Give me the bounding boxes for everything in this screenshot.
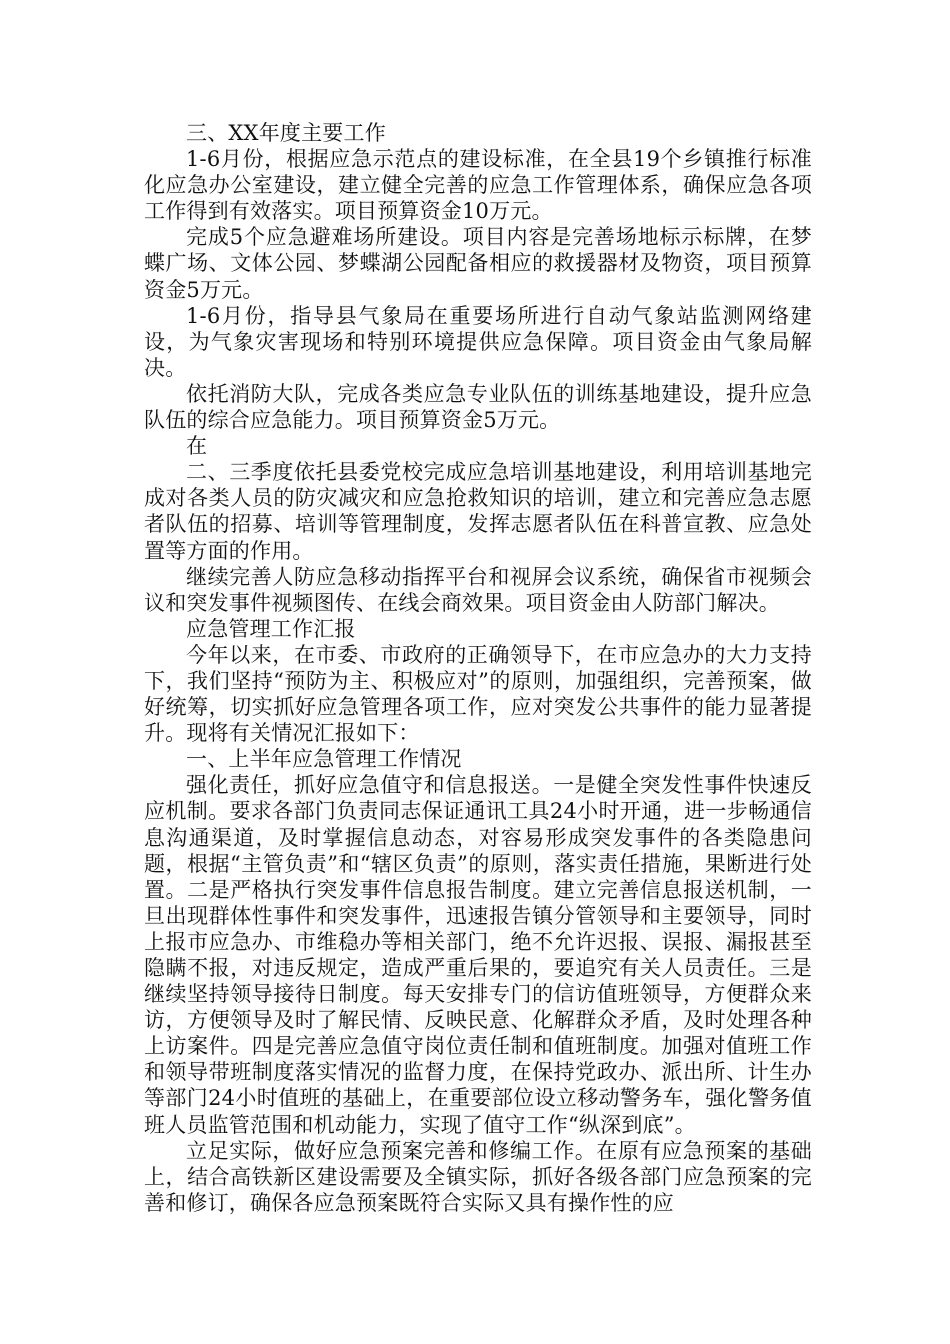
paragraph: 1-6月份，根据应急示范点的建设标准，在全县19个乡镇推行标准化应急办公室建设，建立健全完善的应急工作管理体系，确保应急各项工作得到有效落实。项目预算资金10万元。 (144, 147, 812, 224)
paragraph: 1-6月份，指导县气象局在重要场所进行自动气象站监测网络建设，为气象灾害现场和特别环境提供应急保障。项目资金由气象局解决。 (144, 303, 812, 380)
section-heading-first-half: 一、上半年应急管理工作情况 (186, 747, 462, 772)
paragraph: 完成5个应急避难场所建设。项目内容是完善场地标示标牌，在梦蝶广场、文体公园、梦蝶湖公园配备相应的救援器材及物资，项目预算资金5万元。 (144, 225, 812, 302)
paragraph: 在 (186, 434, 208, 459)
document-body (144, 120, 812, 1216)
paragraph: 今年以来，在市委、市政府的正确领导下，在市应急办的大力支持下，我们坚持“预防为主、积极应对”的原则，加强组织，完善预案，做好统筹，切实抓好应急管理各项工作，应对突发公共事件的能力显著提升。现将有关情况汇报如下： (144, 642, 812, 746)
paragraph: 继续完善人防应急移动指挥平台和视屏会议系统，确保省市视频会议和突发事件视频图传、在线会商效果。项目资金由人防部门解决。 (144, 564, 812, 615)
document-title-report: 应急管理工作汇报 (186, 616, 356, 641)
paragraph: 二、三季度依托县委党校完成应急培训基地建设，利用培训基地完成对各类人员的防灾减灾和应急抢救知识的培训，建立和完善应急志愿者队伍的招募、培训等管理制度，发挥志愿者队伍在科普宣教、应急处置等方面的作用。 (144, 460, 812, 563)
section-heading-annual-work: 三、XX年度主要工作 (186, 121, 386, 145)
paragraph: 强化责任，抓好应急值守和信息报送。一是健全突发性事件快速反应机制。要求各部门负责同志保证通讯工具24小时开通，进一步畅通信息沟通渠道，及时掌握信息动态，对容易形成突发事件的各类隐患问题，根据“主管负责”和“辖区负责”的原则，落实责任措施，果断进行处置。二是严格执行突发事件信息报告制度。建立完善信息报送机制，一旦出现群体性事件和突发事件，迅速报告镇分管领导和主要领导，同时上报市应急办、市维稳办等相关部门，绝不允许迟报、误报、漏报甚至隐瞒不报，对违反规定，造成严重后果的，要追究有关人员责任。三是继续坚持领导接待日制度。每天安排专门的信访值班领导，方便群众来访，方便领导及时了解民情、反映民意、化解群众矛盾，及时处理各种上访案件。四是完善应急值守岗位责任制和值班制度。加强对值班工作和领导带班制度落实情况的监督力度，在保持党政办、派出所、计生办等部门24小时值班的基础上，在重要部位设立移动警务车，强化警务值班人员监管范围和机动能力，实现了值守工作“纵深到底”。 (144, 773, 812, 1137)
paragraph: 立足实际，做好应急预案完善和修编工作。在原有应急预案的基础上，结合高铁新区建设需要及全镇实际，抓好各级各部门应急预案的完善和修订，确保各应急预案既符合实际又具有操作性的应 (144, 1138, 812, 1215)
paragraph: 依托消防大队，完成各类应急专业队伍的训练基地建设，提升应急队伍的综合应急能力。项目预算资金5万元。 (144, 381, 812, 433)
